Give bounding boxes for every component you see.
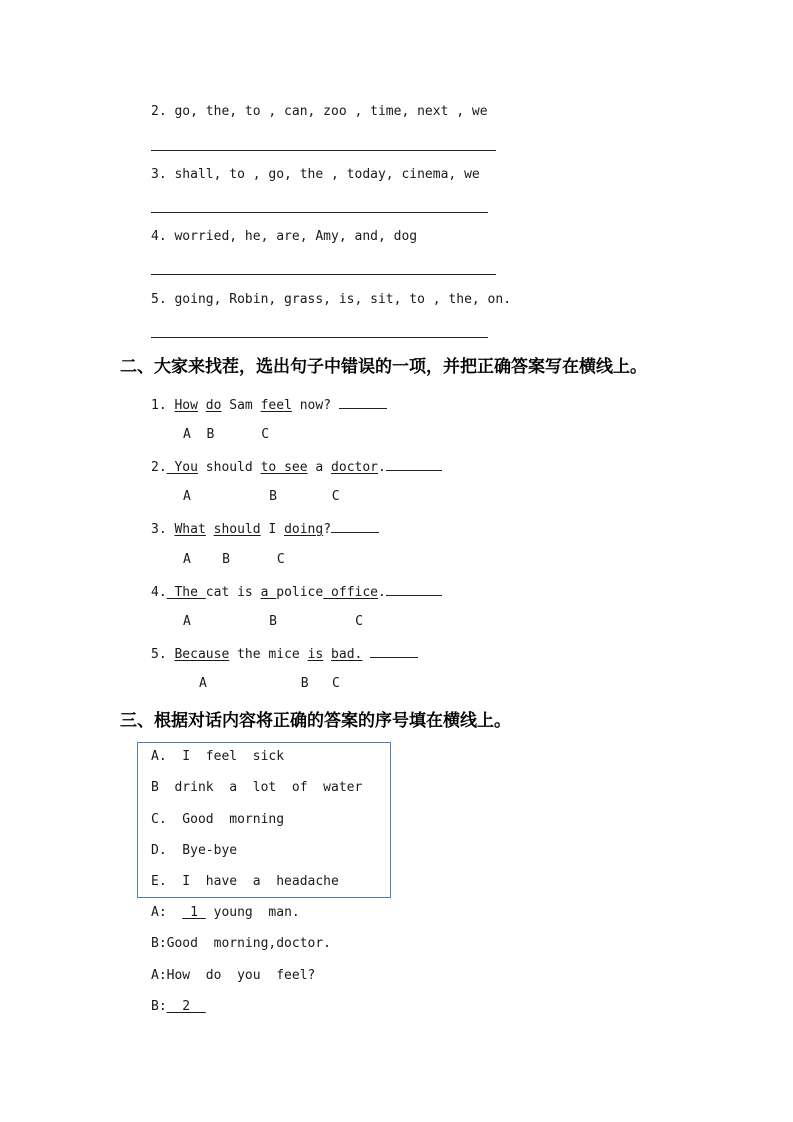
option-a-text: You [166,460,198,475]
answer-blank-4[interactable] [386,583,442,596]
answer-blank-1[interactable] [339,396,387,409]
option-e: E. I have a headache [151,874,339,889]
option-b: B drink a lot of water [151,780,363,795]
option-c-text: office [323,585,379,600]
error-question-2: 2. You should to see a doctor. [151,458,442,476]
option-a: A. I feel sick [151,749,285,764]
reorder-item-4: 4. worried, he, are, Amy, and, dog [151,229,418,244]
option-c-text: bad. [331,647,363,662]
option-d: D. Bye-bye [151,843,238,858]
option-c-text: doctor [331,460,379,475]
option-a-text: How [174,398,198,413]
answer-blank-3[interactable] [331,520,379,533]
answer-line-4[interactable] [151,274,496,275]
section-2-heading: 二、大家来找茬，选出句子中错误的一项，并把正确答案写在横线上。 [120,357,647,377]
option-c-text: doing [284,522,324,537]
option-b-text: a [260,585,277,600]
option-b-text: is [307,647,324,662]
option-letters-4: A B C [183,614,364,629]
dialogue-line-3: A:How do you feel? [151,968,316,983]
option-a-text: The [166,585,206,600]
dialogue-line-1: A: 1 young man. [151,905,300,920]
answer-blank-5[interactable] [370,645,418,658]
reorder-item-3: 3. shall, to , go, the , today, cinema, we [151,167,480,182]
reorder-item-5: 5. going, Robin, grass, is, sit, to , the, on. [151,292,512,307]
option-a-text: Because [174,647,230,662]
option-c-text: feel [260,398,292,413]
option-letters-3: A B C [183,552,285,567]
dialogue-line-4: B: 2 [151,999,206,1014]
dialogue-line-2: B:Good morning,doctor. [151,936,332,951]
option-b-text: do [205,398,222,413]
option-c: C. Good morning [151,812,285,827]
error-question-5: 5. Because the mice is bad. [151,645,418,663]
option-a-text: What [174,522,206,537]
option-letters-2: A B C [183,489,340,504]
dialogue-blank-1[interactable]: 1 [182,905,206,920]
error-question-3: 3. What should I doing? [151,520,379,538]
dialogue-blank-2[interactable]: 2 [166,999,206,1014]
option-b-text: to see [260,460,308,475]
error-question-1: 1. How do Sam feel now? [151,396,387,414]
option-letters-5: A B C [199,676,340,691]
option-b-text: should [213,522,261,537]
error-question-4: 4. The cat is a police office. [151,583,442,601]
option-letters-1: A B C [183,427,270,442]
answer-line-3[interactable] [151,212,488,213]
answer-line-5[interactable] [151,337,488,338]
answer-line-2[interactable] [151,150,496,151]
answer-blank-2[interactable] [386,458,442,471]
reorder-item-2: 2. go, the, to , can, zoo , time, next , we [151,104,488,119]
section-3-heading: 三、根据对话内容将正确的答案的序号填在横线上。 [120,711,511,731]
